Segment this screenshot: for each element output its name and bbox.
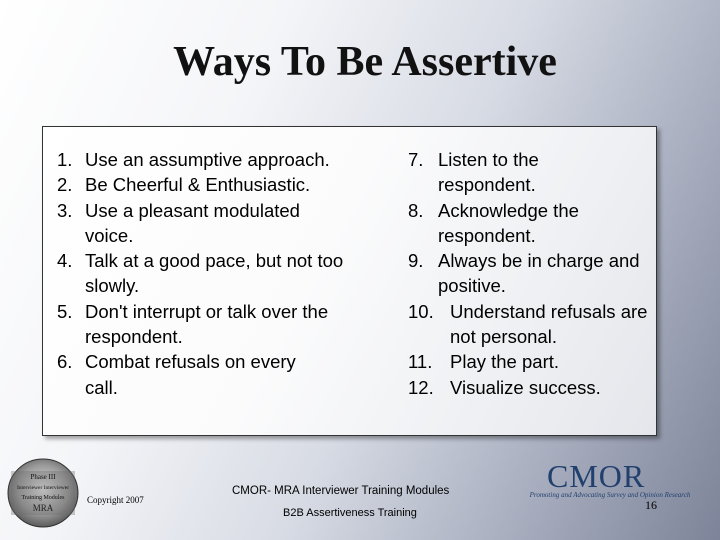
list-item (408, 299, 648, 350)
list-item-text: Don't interrupt or talk over the respondent. (85, 300, 329, 348)
slide-title: Ways To Be Assertive (173, 39, 557, 85)
list-item (408, 375, 648, 400)
logo-line: Training Modules (21, 495, 65, 501)
list-item (408, 349, 648, 374)
footer-title: CMOR- MRA Interviewer Training Modules (232, 485, 450, 497)
list-item-text: Use an assumptive approach. (85, 149, 330, 170)
list-item (408, 248, 648, 299)
list-item-number: 7. (408, 149, 424, 170)
left-list (57, 147, 387, 400)
module-logo (6, 457, 80, 529)
list-item-number: 10. (408, 300, 434, 322)
list-item (57, 248, 387, 299)
list-item-text: Visualize success. (450, 376, 601, 398)
list-item (57, 172, 387, 197)
logo-line: MRA (32, 503, 54, 513)
list-item-text: Be Cheerful & Enthusiastic. (85, 174, 311, 196)
list-item-number: 11. (408, 351, 433, 373)
list-item-text: Understand refusals are not personal. (450, 300, 648, 348)
list-item-number: 1. (57, 149, 73, 170)
list-item-number: 12. (408, 376, 434, 398)
right-list (408, 147, 648, 400)
list-item-text: Listen to the respondent. (438, 149, 539, 196)
list-item-text: Play the part. (450, 351, 560, 373)
list-item-text: Always be in charge and positive. (438, 250, 640, 297)
logo-line: Interviewer Interviewer (16, 485, 70, 491)
list-item (57, 147, 387, 172)
list-item-number: 6. (57, 351, 73, 373)
logo-line: Phase III (30, 473, 56, 481)
footer-subtitle: B2B Assertiveness Training (283, 507, 417, 519)
list-item-text: Combat refusals on every call. (85, 351, 296, 398)
list-item (57, 299, 387, 350)
list-item-number: 3. (57, 199, 73, 221)
list-item (57, 198, 387, 249)
list-item-number: 5. (57, 300, 73, 322)
list-item-text: Use a pleasant modulated voice. (85, 199, 300, 246)
list-item-text: Talk at a good pace, but not too slowly. (85, 250, 344, 297)
list-item-text: Acknowledge the respondent. (438, 199, 579, 246)
list-item-number: 9. (408, 250, 424, 272)
list-item-number: 8. (408, 199, 424, 221)
page-number: 16 (645, 498, 657, 512)
list-item-number: 4. (57, 250, 73, 272)
list-item (408, 147, 648, 198)
copyright-text: Copyright 2007 (87, 495, 144, 505)
list-item (57, 349, 387, 400)
cmor-logo-text: CMOR (547, 458, 646, 494)
content-box (42, 126, 657, 436)
list-item (408, 198, 648, 249)
list-item-number: 2. (57, 174, 73, 196)
cmor-tagline: Promoting and Advocating Survey and Opinion Research (529, 491, 691, 499)
